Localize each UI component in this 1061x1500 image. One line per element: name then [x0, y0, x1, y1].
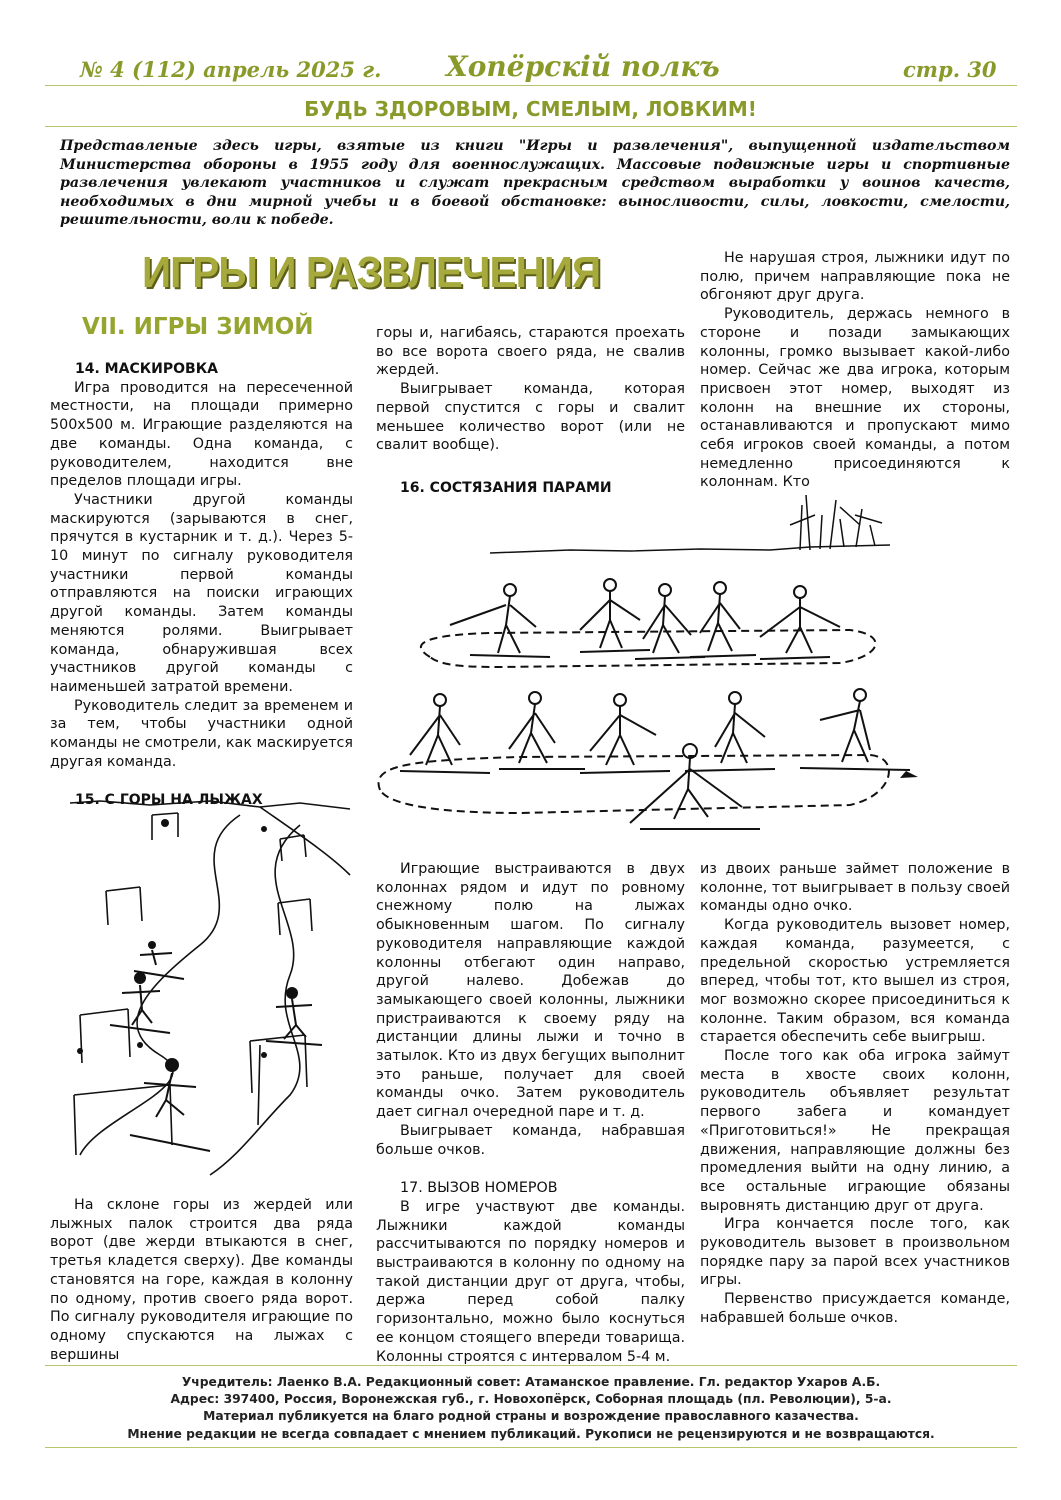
- article-title: ИГРЫ И РАЗВЛЕЧЕНИЯ: [142, 248, 601, 297]
- intro-text: Представленые здесь игры, взятые из книги "Игры и развлечения", выпущенной издательством Министерства обороны в 1955 году для военнослужащих. Массовые подвижные игры и спортивные развлечения увлекают участников и служат прекрасным средством выработки у воинов качеств, необходимых в дни мирной учебы и в боевой обстановке: выносливости, силы, ловкости, смелости, решительности, воли к победе.: [60, 138, 1010, 229]
- paragraph: Выигрывает команда, набравшая больше очков.: [376, 1122, 685, 1158]
- masthead: Хопёрскій полкъ: [446, 50, 720, 83]
- paragraph: В игре участвуют две команды. Лыжники каждой команды рассчитываются по порядку номеров и выстраиваются в колонну по одному на такой дистанции друг от друга, чтобы, держа перед собой палку горизонтально, можно было коснуться ее концом стоящего впереди товарища. Колонны строятся с интервалом 5-4 м.: [376, 1198, 685, 1365]
- column-2-bottom: [376, 860, 685, 1366]
- heading-16: 16. СОСТЯЗАНИЯ ПАРАМИ: [400, 479, 612, 496]
- column-3-bottom: [700, 860, 1010, 1328]
- pairs-illustration: [370, 495, 920, 850]
- column-1-bottom: [50, 1196, 353, 1364]
- paragraph: На склоне горы из жердей или лыжных палок строится два ряда ворот (две жерди втыкаются в снег, третья кладется сверху). Две команды становятся на горе, каждая в колонну по одному, против своего ряда ворот. По сигналу руководителя играющие по одному спускаются на лыжах с вершины: [50, 1197, 353, 1363]
- paragraph: Игра проводится на пересеченной местности, на площади примерно 500x500 м. Играющие разделяются на две команды. Одна команда, с руководителем, находится вне пределов площади игры.: [50, 379, 353, 490]
- slogan-rule: [45, 126, 1017, 127]
- slogan: БУДЬ ЗДОРОВЫМ, СМЕЛЫМ, ЛОВКИМ!: [304, 97, 757, 121]
- page-number: стр. 30: [903, 57, 997, 82]
- footer-line: Адрес: 397400, Россия, Воронежская губ., г. Новохопёрск, Соборная площадь (пл. Революции), 5-а.: [170, 1392, 892, 1407]
- paragraph: Играющие выстраиваются в двух колоннах рядом и идут по ровному снежному полю на лыжах обыкновенным шагом. По сигналу руководителя направляющие каждой колонны отбегают один направо, другой налево. Добежав до замыкающего своей колонны, лыжники пристраиваются к своему ряду на дистанции длины лыжи и точно в затылок. Кто из двух бегущих выполнит это раньше, получает для своей команды очко. Затем руководитель дает сигнал очередной паре и т. д.: [376, 861, 685, 1121]
- paragraph: Участники другой команды маскируются (зарываются в снег, прячутся в кустарник и т. д.). Через 5-10 минут по сигналу руководителя участники первой команды отправляются на поиски играющих другой команды. Затем команды меняются ролями. Выигрывает команда, обнаружившая всех участников другой команды с наименьшей затратой времени.: [50, 491, 353, 695]
- paragraph: Первенство присуждается команде, набравшей больше очков.: [700, 1291, 1010, 1326]
- footer-line: Мнение редакции не всегда совпадает с мнением публикаций. Рукописи не рецензируются и не возвращаются.: [127, 1426, 935, 1441]
- paragraph: Игра кончается после того, как руководитель вызовет в произвольном порядке пару за парой всех участников игры.: [700, 1216, 1010, 1289]
- paragraph: из двоих раньше займет положение в колонне, тот выигрывает в пользу своей команды одно очко.: [700, 861, 1010, 915]
- column-2-top: [376, 324, 685, 498]
- footer-line: Учредитель: Лаенко В.А. Редакционный совет: Атаманское правление. Гл. редактор Ухаров А.Б.: [181, 1375, 881, 1389]
- section-title: VII. ИГРЫ ЗИМОЙ: [82, 314, 314, 340]
- footer: [45, 1374, 1017, 1443]
- paragraph: Выигрывает команда, которая первой спустится с горы и свалит меньшее количество ворот (или не свалит вообще).: [376, 381, 685, 454]
- heading-15: 15. С ГОРЫ НА ЛЫЖАХ: [75, 792, 263, 809]
- paragraph: Руководитель, держась немного в стороне и позади замыкающих колонны, громко вызывает какой-либо номер. Сейчас же два игрока, которым присвоен этот номер, выходят из колонн на внешние их стороны, останавливаются и пропускают мимо себя игроков своей команды, а потом немедленно присоединяются к колоннам. Кто: [700, 306, 1010, 491]
- header-rule: [45, 85, 1017, 86]
- paragraph: Руководитель следит за временем и за тем, чтобы участники одной команды не смотрели, как маскируется другая команда.: [50, 697, 353, 770]
- footer-line: Материал публикуется на благо родной страны и возрождение православного казачества.: [203, 1409, 859, 1424]
- paragraph: Когда руководитель вызовет номер, каждая команда, разумеется, с предельной скоростью устремляется вперед, чтобы тот, кто вышел из строя, мог возможно скорее присоединиться к колонне. Таким образом, вся команда старается обеспечить себе выигрыш.: [700, 917, 1010, 1046]
- heading-17: 17. ВЫЗОВ НОМЕРОВ: [400, 1180, 558, 1197]
- issue-number: № 4 (112) апрель 2025 г.: [80, 57, 382, 82]
- column-3-top: [700, 249, 1010, 492]
- paragraph: После того как оба игрока займут места в хвосте своих колонн, руководитель объявляет результат первого забега и командует «Приготовиться!» Не прекращая движения, направляющие должны без промедления выйти на одну линию, а все остальные играющие обязаны выровнять дистанцию друг от друга.: [700, 1048, 1010, 1214]
- paragraph: горы и, нагибаясь, стараются проехать во все ворота своего ряда, не свалив жердей.: [376, 325, 685, 379]
- slope-illustration: [60, 795, 360, 1185]
- footer-rule-top: [45, 1365, 1017, 1366]
- heading-14: 14. МАСКИРОВКА: [75, 361, 218, 377]
- footer-rule-bottom: [45, 1447, 1017, 1448]
- column-1-top: [50, 360, 353, 810]
- paragraph: Не нарушая строя, лыжники идут по полю, причем направляющие пока не обгоняют друг друга.: [700, 250, 1010, 304]
